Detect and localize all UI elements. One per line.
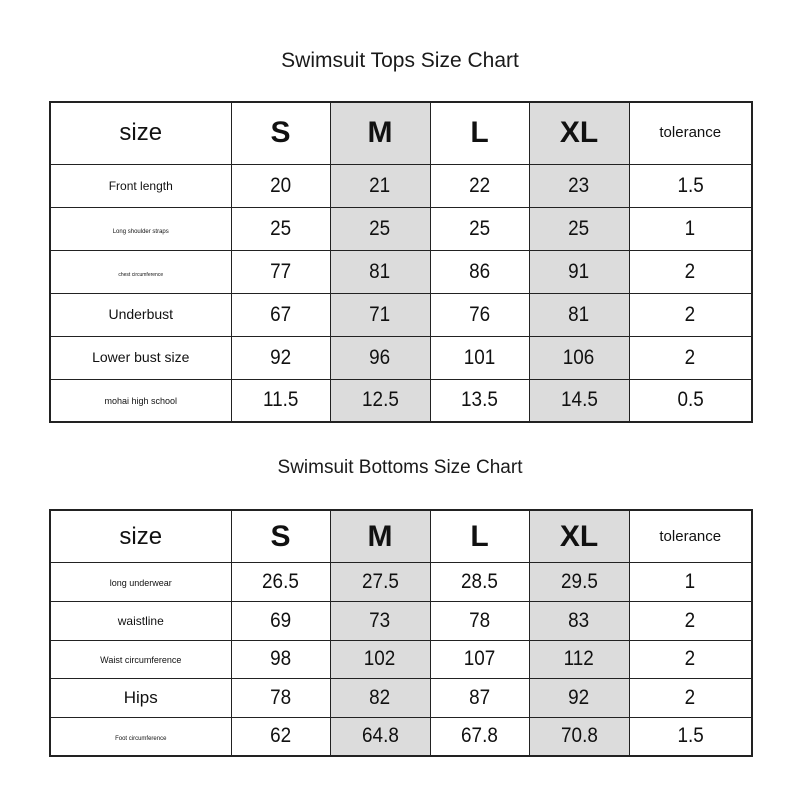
row-label: Front length [50,164,231,207]
row-label: Long shoulder straps [50,207,231,250]
cell-l: 78 [430,601,529,640]
table-row [50,293,752,336]
cell-xl: 14.5 [529,379,629,422]
cell-s: 77 [231,250,330,293]
cell-m: 12.5 [330,379,430,422]
bottoms-size-table [49,509,753,757]
header-tolerance: tolerance [629,510,752,563]
cell-m: 27.5 [330,563,430,602]
table-row [50,601,752,640]
row-label: chest circumference [50,250,231,293]
cell-s: 92 [231,336,330,379]
cell-s: 62 [231,717,330,756]
cell-m: 102 [330,640,430,679]
cell-l: 28.5 [430,563,529,602]
row-label: Hips [50,679,231,718]
cell-l: 86 [430,250,529,293]
cell-m: 82 [330,679,430,718]
cell-l: 76 [430,293,529,336]
cell-xl: 91 [529,250,629,293]
header-size-m: M [330,102,430,164]
cell-tolerance: 0.5 [629,379,752,422]
table-row [50,164,752,207]
cell-xl: 29.5 [529,563,629,602]
cell-tolerance: 2 [629,336,752,379]
cell-l: 107 [430,640,529,679]
cell-xl: 92 [529,679,629,718]
cell-l: 22 [430,164,529,207]
cell-xl: 25 [529,207,629,250]
cell-xl: 112 [529,640,629,679]
row-label: long underwear [50,563,231,602]
table-row [50,336,752,379]
header-size-label: size [50,510,231,563]
cell-tolerance: 2 [629,640,752,679]
cell-m: 64.8 [330,717,430,756]
cell-m: 96 [330,336,430,379]
table-row [50,250,752,293]
row-label: Waist circumference [50,640,231,679]
table-row [50,640,752,679]
cell-s: 26.5 [231,563,330,602]
cell-tolerance: 1 [629,207,752,250]
cell-m: 21 [330,164,430,207]
cell-l: 67.8 [430,717,529,756]
cell-xl: 83 [529,601,629,640]
cell-s: 78 [231,679,330,718]
cell-xl: 81 [529,293,629,336]
cell-l: 13.5 [430,379,529,422]
table-row [50,679,752,718]
header-size-s: S [231,510,330,563]
row-label: Underbust [50,293,231,336]
cell-s: 69 [231,601,330,640]
table-row [50,207,752,250]
row-label: mohai high school [50,379,231,422]
table-row [50,717,752,756]
cell-tolerance: 2 [629,250,752,293]
table-row [50,379,752,422]
table-header-row [50,102,752,164]
cell-tolerance: 1.5 [629,164,752,207]
cell-m: 73 [330,601,430,640]
cell-xl: 23 [529,164,629,207]
cell-tolerance: 2 [629,679,752,718]
row-label: Lower bust size [50,336,231,379]
header-size-xl: XL [529,102,629,164]
cell-l: 87 [430,679,529,718]
cell-s: 25 [231,207,330,250]
table-row [50,563,752,602]
header-tolerance: tolerance [629,102,752,164]
tops-size-table [49,101,753,423]
cell-m: 25 [330,207,430,250]
header-size-m: M [330,510,430,563]
header-size-label: size [50,102,231,164]
cell-tolerance: 1 [629,563,752,602]
cell-xl: 106 [529,336,629,379]
bottoms-chart-title: Swimsuit Bottoms Size Chart [277,457,523,478]
cell-l: 101 [430,336,529,379]
cell-s: 98 [231,640,330,679]
cell-m: 81 [330,250,430,293]
cell-s: 20 [231,164,330,207]
tops-chart-title: Swimsuit Tops Size Chart [281,49,519,72]
cell-m: 71 [330,293,430,336]
table-header-row [50,510,752,563]
row-label: Foot circumference [50,717,231,756]
cell-s: 11.5 [231,379,330,422]
header-size-l: L [430,102,529,164]
cell-tolerance: 2 [629,601,752,640]
header-size-s: S [231,102,330,164]
cell-l: 25 [430,207,529,250]
row-label: waistline [50,601,231,640]
cell-tolerance: 1.5 [629,717,752,756]
cell-s: 67 [231,293,330,336]
cell-tolerance: 2 [629,293,752,336]
cell-xl: 70.8 [529,717,629,756]
header-size-xl: XL [529,510,629,563]
header-size-l: L [430,510,529,563]
